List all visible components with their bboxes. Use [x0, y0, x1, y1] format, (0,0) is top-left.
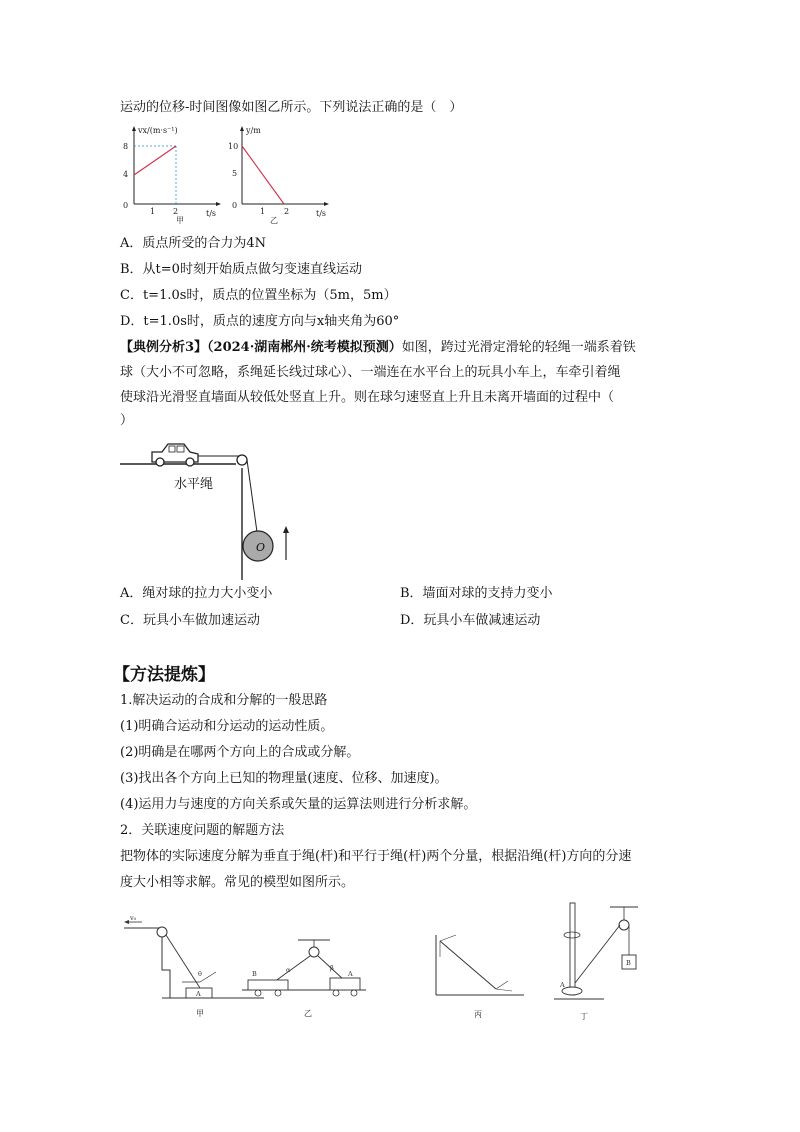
graph-jia-xtick-2: 2 [173, 207, 179, 216]
q1-intro: 运动的位移-时间图像如图乙所示。下列说法正确的是（ ） [120, 100, 463, 115]
model-yi-caption: 乙 [304, 1009, 312, 1018]
q2-option-c: C．玩具小车做加速运动 [120, 613, 260, 628]
model-jia [124, 914, 264, 1018]
model-jia-v0-label: v₀ [130, 914, 137, 922]
model-ding-caption: 丁 [580, 1012, 588, 1021]
q2-text-line3: 使球沿光滑竖直墙面从较低处竖直上升。则在球匀速竖直上升且未离开墙面的过程中（ [120, 390, 615, 405]
model-bing-caption: 丙 [474, 1010, 482, 1019]
q2-option-d: D．玩具小车做减速运动 [400, 613, 541, 628]
model-yi-alpha-label: α [286, 966, 291, 974]
graph-jia-xlabel: t/s [206, 209, 217, 218]
method-line-1: 1.解决运动的合成和分解的一般思路 [120, 693, 328, 708]
models-figure-left [118, 910, 388, 1025]
q2-line1 [120, 339, 636, 357]
model-ding [554, 903, 638, 1021]
label-horizontal-rope: 水平绳 [174, 477, 214, 492]
pulley-icon [237, 455, 247, 465]
graph-yi-series-line [242, 146, 284, 204]
model-ding-A-label: A [560, 981, 565, 989]
vertical-rope [247, 460, 257, 532]
model-ding-B-label: B [626, 959, 631, 967]
q1-option-b: B．从t=0时刻开始质点做匀变速直线运动 [120, 262, 362, 277]
method-line-5: (4)运用力与速度的方向关系或矢量的运算法则进行分析求解。 [120, 797, 477, 812]
method-line-3: (2)明确是在哪两个方向上的合成或分解。 [120, 745, 360, 760]
method-line-6: 2．关联速度问题的解题方法 [120, 823, 285, 838]
method-heading: 【方法提炼】 [113, 665, 215, 685]
method-line-4: (3)找出各个方向上已知的物理量(速度、位移、加速度)。 [120, 771, 448, 786]
graph-yi [226, 124, 336, 224]
method-line-8: 度大小相等求解。常见的模型如图所示。 [120, 875, 355, 890]
graph-jia-ytick-4: 4 [123, 170, 129, 179]
graph-jia [118, 124, 228, 224]
graph-jia-ytick-0: 0 [123, 201, 129, 210]
model-jia-A-label: A [196, 990, 201, 998]
graph-jia-ylabel: vx/(m·s⁻¹) [138, 126, 178, 135]
q2-text-line4: ） [120, 413, 134, 428]
method-line-2: (1)明确合运动和分运动的运动性质。 [120, 719, 334, 734]
q2-option-a: A．绳对球的拉力大小变小 [120, 586, 273, 601]
model-jia-caption: 甲 [196, 1009, 204, 1018]
model-yi-beta-label: β [330, 964, 334, 972]
car-pulley-figure [118, 432, 318, 582]
graph-jia-ytick-8: 8 [123, 142, 129, 151]
model-yi-B-label: B [252, 970, 257, 978]
graph-jia-xtick-1: 1 [150, 207, 156, 216]
models-figure-right [404, 895, 654, 1025]
model-bing [436, 935, 524, 1019]
graph-yi-xtick-1: 1 [260, 207, 266, 216]
toy-car-icon [152, 444, 198, 466]
q2-text-line2: 球（大小不可忽略，系绳延长线过球心）、一端连在水平台上的玩具小车上，车牵引着绳 [120, 365, 621, 380]
graph-yi-xlabel: t/s [316, 209, 327, 218]
label-ball-center: O [256, 541, 266, 554]
graph-yi-ytick-0: 0 [232, 201, 238, 210]
graph-yi-ylabel: y/m [246, 126, 261, 135]
q2-tag: 【典例分析3】（2024·湖南郴州·统考模拟预测） [120, 340, 402, 355]
q2-text-line1: 如图，跨过光滑定滑轮的轻绳一端系着铁 [401, 340, 636, 355]
q1-option-c: C．t=1.0s时，质点的位置坐标为（5m，5m） [120, 288, 397, 303]
graph-yi-ytick-5: 5 [232, 169, 238, 178]
model-yi-A-label: A [348, 970, 353, 978]
q1-option-a: A．质点所受的合力为4N [120, 236, 267, 251]
q2-option-b: B．墙面对球的支持力变小 [400, 586, 553, 601]
graph-yi-caption: 乙 [270, 216, 278, 224]
method-line-7: 把物体的实际速度分解为垂直于绳(杆)和平行于绳(杆)两个分量，根据沿绳(杆)方向的分速 [120, 849, 632, 864]
graph-yi-xtick-2: 2 [284, 207, 290, 216]
graph-jia-caption: 甲 [176, 216, 184, 224]
q1-option-d: D．t=1.0s时，质点的速度方向与x轴夹角为60° [120, 314, 400, 329]
model-yi [242, 940, 366, 1018]
graph-jia-series-line [134, 146, 176, 175]
model-jia-theta-label: θ [198, 970, 202, 978]
graph-yi-ytick-10: 10 [228, 142, 239, 151]
